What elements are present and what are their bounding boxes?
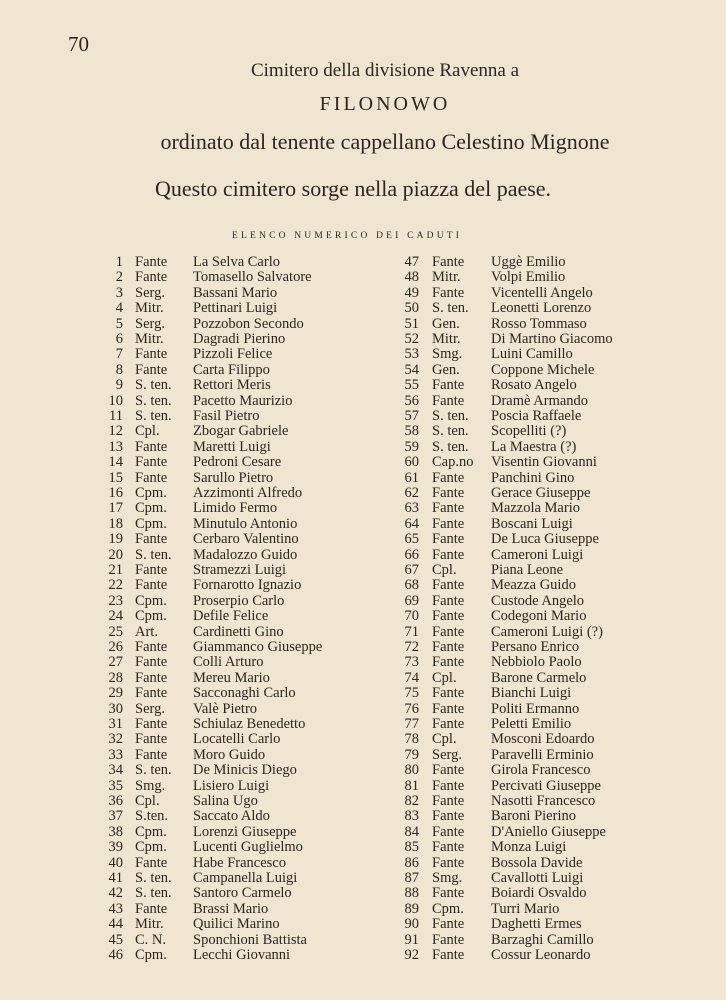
entry-name: Cavallotti Luigi (491, 870, 584, 886)
entry-rank: Art. (135, 623, 158, 640)
entry-number: 34 (108, 762, 123, 779)
entry-name: Luini Camillo (491, 346, 573, 363)
entry-rank: Gen. (432, 315, 460, 332)
entry-number: 51 (404, 315, 419, 332)
entry-number: 81 (404, 777, 419, 794)
entry-number: 85 (404, 839, 419, 856)
entry-name: Mosconi Edoardo (491, 731, 595, 748)
entry-rank: Fante (135, 269, 168, 286)
cemetery-title: Cimitero della divisione Ravenna a (250, 60, 520, 81)
entry-name: Lisiero Luigi (193, 777, 270, 794)
entry-rank: Fante (135, 669, 168, 686)
entry-name: Persano Enrico (491, 639, 580, 655)
entry-number: 45 (108, 931, 123, 948)
entry-rank: S. ten. (135, 870, 172, 886)
entry-number: 66 (404, 546, 419, 563)
entry-number: 27 (108, 654, 123, 671)
entry-rank: S. ten. (432, 438, 469, 455)
entry-number: 16 (108, 485, 123, 501)
entry-name: Defile Felice (193, 608, 269, 625)
entry-number: 74 (404, 669, 419, 686)
entry-number: 41 (108, 870, 123, 886)
entry-number: 88 (404, 885, 419, 902)
entry-name: Sponchioni Battista (193, 931, 307, 948)
entry-number: 37 (108, 808, 123, 825)
entry-rank: Cpm. (135, 839, 167, 856)
entry-name: Boscani Luigi (491, 515, 573, 532)
entry-rank: Smg. (432, 870, 463, 886)
entry-number: 82 (404, 793, 419, 809)
entry-rank: Cpl. (432, 669, 457, 686)
entry-name: Bianchi Luigi (491, 685, 572, 702)
entry-number: 70 (404, 608, 419, 625)
entry-name: Saccato Aldo (193, 808, 270, 825)
entry-number: 61 (404, 469, 419, 486)
entry-rank: Cpl. (135, 423, 160, 440)
entry-rank: Mitr. (135, 916, 164, 933)
entry-rank: Fante (135, 438, 168, 455)
entry-rank: Fante (135, 900, 168, 917)
entry-number: 40 (108, 854, 123, 871)
entry-rank: S.ten. (135, 808, 169, 825)
entry-name: Leonetti Lorenzo (491, 300, 592, 317)
entry-name: Poscia Raffaele (491, 408, 582, 424)
entry-rank: Fante (135, 346, 168, 363)
entry-rank: Fante (432, 762, 465, 779)
ordered-by: ordinato dal tenente cappellano Celestino Mignone (160, 129, 610, 154)
location-note: Questo cimitero sorge nella piazza del paese. (155, 176, 552, 201)
entry-name: Meazza Guido (491, 577, 576, 594)
entry-number: 57 (404, 408, 419, 424)
entry-name: Giammanco Giuseppe (193, 639, 323, 655)
entry-rank: Fante (135, 361, 168, 378)
entry-number: 59 (404, 438, 419, 455)
entry-number: 14 (108, 454, 123, 471)
entry-name: Peletti Emilio (491, 716, 572, 732)
entry-rank: Cpl. (432, 731, 457, 748)
entry-rank: Fante (135, 731, 168, 748)
entry-rank: Mitr. (432, 269, 461, 286)
entry-name: Uggè Emilio (491, 254, 566, 270)
entry-number: 32 (108, 731, 123, 748)
entry-number: 76 (404, 700, 419, 717)
entry-name: Dramè Armando (491, 392, 589, 409)
entry-rank: S. ten. (432, 408, 469, 424)
entry-name: Pozzobon Secondo (193, 315, 304, 332)
entry-name: Vicentelli Angelo (491, 284, 593, 301)
entry-number: 77 (404, 716, 419, 732)
entry-name: Mazzola Mario (491, 500, 580, 517)
entry-rank: S. ten. (135, 885, 172, 902)
entry-rank: Cpm. (135, 592, 167, 609)
entry-number: 47 (404, 254, 419, 270)
entry-rank: S. ten. (432, 300, 469, 317)
entry-number: 22 (108, 577, 123, 594)
entry-name: Sarullo Pietro (193, 469, 274, 486)
entry-name: Schiulaz Benedetto (193, 716, 306, 732)
entry-rank: Mitr. (135, 300, 164, 317)
entry-name: Rettori Meris (193, 377, 271, 394)
entry-number: 2 (115, 269, 123, 286)
entry-rank: Fante (432, 854, 465, 871)
entry-number: 79 (404, 746, 419, 763)
entry-number: 55 (404, 377, 419, 394)
entry-rank: Fante (135, 254, 168, 270)
entry-rank: Serg. (135, 700, 165, 717)
entry-name: La Maestra (?) (491, 438, 577, 455)
entry-name: Politi Ermanno (491, 700, 580, 717)
entry-number: 33 (108, 746, 123, 763)
entry-rank: Fante (432, 700, 465, 717)
entry-number: 13 (108, 438, 123, 455)
entry-rank: Mitr. (432, 331, 461, 347)
entry-name: Di Martino Giacomo (491, 331, 613, 347)
entry-rank: Fante (432, 716, 465, 732)
entry-number: 71 (404, 623, 419, 640)
entry-rank: S. ten. (432, 423, 469, 440)
entry-number: 25 (108, 623, 123, 640)
entry-number: 12 (108, 423, 123, 440)
entry-number: 48 (404, 269, 419, 286)
entry-name: Cossur Leonardo (491, 947, 591, 963)
entry-number: 30 (108, 700, 123, 717)
entry-name: La Selva Carlo (193, 254, 280, 270)
entry-name: Lucenti Guglielmo (193, 839, 303, 856)
entry-name: Santoro Carmelo (193, 885, 292, 902)
entry-rank: Fante (135, 639, 168, 655)
entry-number: 31 (108, 716, 123, 732)
entry-name: Paravelli Erminio (491, 746, 594, 763)
entry-name: Proserpio Carlo (193, 592, 285, 609)
entry-name: De Luca Giuseppe (491, 531, 599, 548)
entry-name: Lorenzi Giuseppe (193, 823, 297, 840)
entry-rank: Fante (432, 623, 465, 640)
entry-number: 63 (404, 500, 419, 517)
entry-number: 42 (108, 885, 123, 902)
entry-number: 78 (404, 731, 419, 748)
entry-name: Pizzoli Felice (193, 346, 273, 363)
entry-number: 9 (115, 377, 123, 394)
entry-name: Mereu Mario (193, 669, 270, 686)
entry-name: Barzaghi Camillo (491, 931, 594, 948)
entry-number: 1 (115, 254, 123, 270)
entry-name: Azzimonti Alfredo (193, 485, 303, 501)
entry-rank: S. ten. (135, 377, 172, 394)
entry-name: Gerace Giuseppe (491, 485, 591, 501)
entry-name: Colli Arturo (193, 654, 264, 671)
entry-rank: Fante (135, 854, 168, 871)
entry-rank: Fante (432, 808, 465, 825)
entry-number: 23 (108, 592, 123, 609)
entry-rank: Fante (432, 931, 465, 948)
entry-rank: Cpm. (135, 823, 167, 840)
place-name: FILONOWO (319, 93, 451, 115)
entry-rank: Fante (432, 608, 465, 625)
entry-number: 80 (404, 762, 419, 779)
entry-name: Lecchi Giovanni (193, 947, 291, 963)
entry-rank: Fante (135, 685, 168, 702)
entry-number: 87 (404, 870, 419, 886)
entry-rank: Cpm. (135, 947, 167, 963)
entry-name: Limido Fermo (193, 500, 278, 517)
entry-number: 73 (404, 654, 419, 671)
entry-name: Custode Angelo (491, 592, 585, 609)
entry-name: Cameroni Luigi (491, 546, 584, 563)
entry-rank: Cpm. (135, 515, 167, 532)
entry-name: Boiardi Osvaldo (491, 885, 587, 902)
entry-number: 72 (404, 639, 419, 655)
entry-name: Panchini Gino (491, 469, 575, 486)
entry-number: 69 (404, 592, 419, 609)
entry-name: Coppone Michele (491, 361, 595, 378)
entry-number: 86 (404, 854, 419, 871)
entry-number: 62 (404, 485, 419, 501)
entry-number: 58 (404, 423, 419, 440)
entry-rank: Smg. (135, 777, 166, 794)
entry-name: Madalozzo Guido (193, 546, 298, 563)
entry-number: 10 (108, 392, 123, 409)
entry-number: 38 (108, 823, 123, 840)
entry-name: Percivati Giuseppe (491, 777, 601, 794)
entry-rank: Fante (135, 469, 168, 486)
entry-rank: Fante (432, 284, 465, 301)
entry-rank: Fante (432, 469, 465, 486)
entry-name: Daghetti Ermes (491, 916, 582, 933)
entry-rank: Fante (135, 654, 168, 671)
entry-number: 15 (108, 469, 123, 486)
entry-number: 8 (115, 361, 123, 378)
entry-rank: Fante (432, 823, 465, 840)
entry-rank: Fante (432, 654, 465, 671)
entry-rank: Fante (432, 254, 465, 270)
entry-name: Locatelli Carlo (193, 731, 281, 748)
entry-rank: Fante (135, 577, 168, 594)
entry-rank: Fante (432, 392, 465, 409)
entry-rank: Cpl. (135, 793, 160, 809)
entry-rank: Cap.no (432, 454, 474, 471)
entry-number: 26 (108, 639, 123, 655)
entry-rank: Fante (432, 777, 465, 794)
entry-number: 4 (115, 300, 123, 317)
entry-name: Quilici Marino (193, 916, 280, 933)
entry-name: Volpi Emilio (491, 269, 566, 286)
entry-number: 20 (108, 546, 123, 563)
entry-number: 19 (108, 531, 123, 548)
entry-name: Bossola Davide (491, 854, 583, 871)
entry-number: 52 (404, 331, 419, 347)
entry-name: Barone Carmelo (491, 669, 587, 686)
entry-rank: Fante (432, 916, 465, 933)
entry-name: De Minicis Diego (193, 762, 297, 779)
entry-name: Pettinari Luigi (193, 300, 278, 317)
entry-number: 53 (404, 346, 419, 363)
entry-rank: Fante (432, 685, 465, 702)
entry-number: 46 (108, 947, 123, 963)
entry-number: 56 (404, 392, 419, 409)
entry-number: 50 (404, 300, 419, 317)
entry-number: 67 (404, 562, 419, 578)
entry-number: 83 (404, 808, 419, 825)
entry-name: Pedroni Cesare (193, 454, 282, 471)
entry-rank: Fante (432, 500, 465, 517)
entry-number: 36 (108, 793, 123, 809)
entry-name: Salina Ugo (193, 793, 258, 809)
entry-name: Sacconaghi Carlo (193, 685, 296, 702)
entry-name: Fornarotto Ignazio (193, 577, 302, 594)
entry-number: 7 (115, 346, 123, 363)
entry-number: 3 (115, 284, 123, 301)
entry-number: 91 (404, 931, 419, 948)
entry-rank: Fante (432, 577, 465, 594)
entry-name: Dagradi Pierino (193, 331, 286, 347)
entry-number: 84 (404, 823, 419, 840)
entry-rank: Cpm. (135, 500, 167, 517)
entry-rank: Serg. (135, 315, 165, 332)
entry-rank: Fante (432, 947, 465, 963)
entry-name: Pacetto Maurizio (193, 392, 293, 409)
entry-rank: Fante (432, 546, 465, 563)
entry-name: Piana Leone (491, 562, 564, 578)
entry-rank: S. ten. (135, 408, 172, 424)
entry-rank: S. ten. (135, 546, 172, 563)
entry-name: Rosso Tommaso (491, 315, 587, 332)
entry-rank: Fante (135, 562, 168, 578)
entry-name: Bassani Mario (193, 284, 278, 301)
entry-name: Baroni Pierino (491, 808, 576, 825)
entry-name: Monza Luigi (491, 839, 567, 856)
entry-rank: Serg. (432, 746, 462, 763)
entry-number: 29 (108, 685, 123, 702)
entry-name: Zbogar Gabriele (193, 423, 289, 440)
entry-rank: Fante (432, 793, 465, 809)
entry-name: Cameroni Luigi (?) (491, 623, 603, 640)
entry-name: Rosato Angelo (491, 377, 577, 394)
entry-number: 65 (404, 531, 419, 548)
entry-rank: C. N. (135, 931, 167, 948)
entry-rank: Cpl. (432, 562, 457, 578)
page-number: 70 (68, 32, 89, 56)
entry-number: 43 (108, 900, 123, 917)
entry-rank: Fante (135, 716, 168, 732)
entry-number: 75 (404, 685, 419, 702)
entry-number: 60 (404, 454, 419, 471)
entry-number: 24 (108, 608, 123, 625)
entry-number: 49 (404, 284, 419, 301)
entry-name: Nasotti Francesco (491, 793, 596, 809)
entry-number: 21 (108, 562, 123, 578)
entry-number: 6 (115, 331, 123, 347)
entry-rank: S. ten. (135, 392, 172, 409)
entry-number: 5 (115, 315, 123, 332)
entry-number: 18 (108, 515, 123, 532)
entry-name: D'Aniello Giuseppe (491, 823, 606, 840)
entry-rank: Fante (432, 639, 465, 655)
entry-name: Stramezzi Luigi (193, 562, 287, 578)
entry-rank: Fante (135, 531, 168, 548)
entry-name: Fasil Pietro (193, 408, 260, 424)
entry-rank: Cpm. (135, 608, 167, 625)
entry-rank: Fante (432, 515, 465, 532)
entry-rank: Fante (432, 839, 465, 856)
entry-name: Cerbaro Valentino (193, 531, 299, 548)
entry-number: 68 (404, 577, 419, 594)
entry-name: Minutulo Antonio (193, 515, 298, 532)
entry-name: Tomasello Salvatore (193, 269, 312, 286)
entry-rank: Fante (135, 454, 168, 471)
entry-name: Habe Francesco (193, 854, 286, 871)
entry-number: 64 (404, 515, 419, 532)
entry-rank: S. ten. (135, 762, 172, 779)
entry-number: 90 (404, 916, 419, 933)
entry-rank: Fante (432, 592, 465, 609)
entry-number: 35 (108, 777, 123, 794)
entry-rank: Mitr. (135, 331, 164, 347)
entry-name: Campanella Luigi (193, 870, 298, 886)
entry-number: 44 (108, 916, 123, 933)
entry-number: 92 (404, 947, 419, 963)
entry-name: Cardinetti Gino (193, 623, 284, 640)
entry-number: 11 (109, 408, 123, 424)
entry-rank: Fante (432, 485, 465, 501)
entry-number: 28 (108, 669, 123, 686)
entry-rank: Fante (432, 885, 465, 902)
entry-rank: Fante (432, 531, 465, 548)
entry-number: 17 (108, 500, 123, 517)
entry-number: 39 (108, 839, 123, 856)
entry-name: Girola Francesco (491, 762, 591, 779)
entry-rank: Gen. (432, 361, 460, 378)
entry-rank: Smg. (432, 346, 463, 363)
entry-name: Turri Mario (491, 900, 560, 917)
entry-name: Nebbiolo Paolo (491, 654, 582, 671)
entry-number: 89 (404, 900, 419, 917)
entry-name: Brassi Mario (193, 900, 269, 917)
entry-rank: Fante (135, 746, 168, 763)
entry-name: Maretti Luigi (193, 438, 271, 455)
entry-name: Carta Filippo (193, 361, 270, 378)
entry-number: 54 (404, 361, 419, 378)
entry-name: Scopelliti (?) (491, 423, 567, 440)
entry-name: Codegoni Mario (491, 608, 587, 625)
entry-name: Moro Guido (193, 746, 266, 763)
entry-rank: Cpm. (432, 900, 464, 917)
entry-rank: Serg. (135, 284, 165, 301)
entry-rank: Fante (432, 377, 465, 394)
entry-name: Visentin Giovanni (491, 454, 597, 471)
list-heading: ELENCO NUMERICO DEI CADUTI (232, 231, 463, 241)
entry-rank: Cpm. (135, 485, 167, 501)
entry-name: Valè Pietro (193, 700, 258, 717)
